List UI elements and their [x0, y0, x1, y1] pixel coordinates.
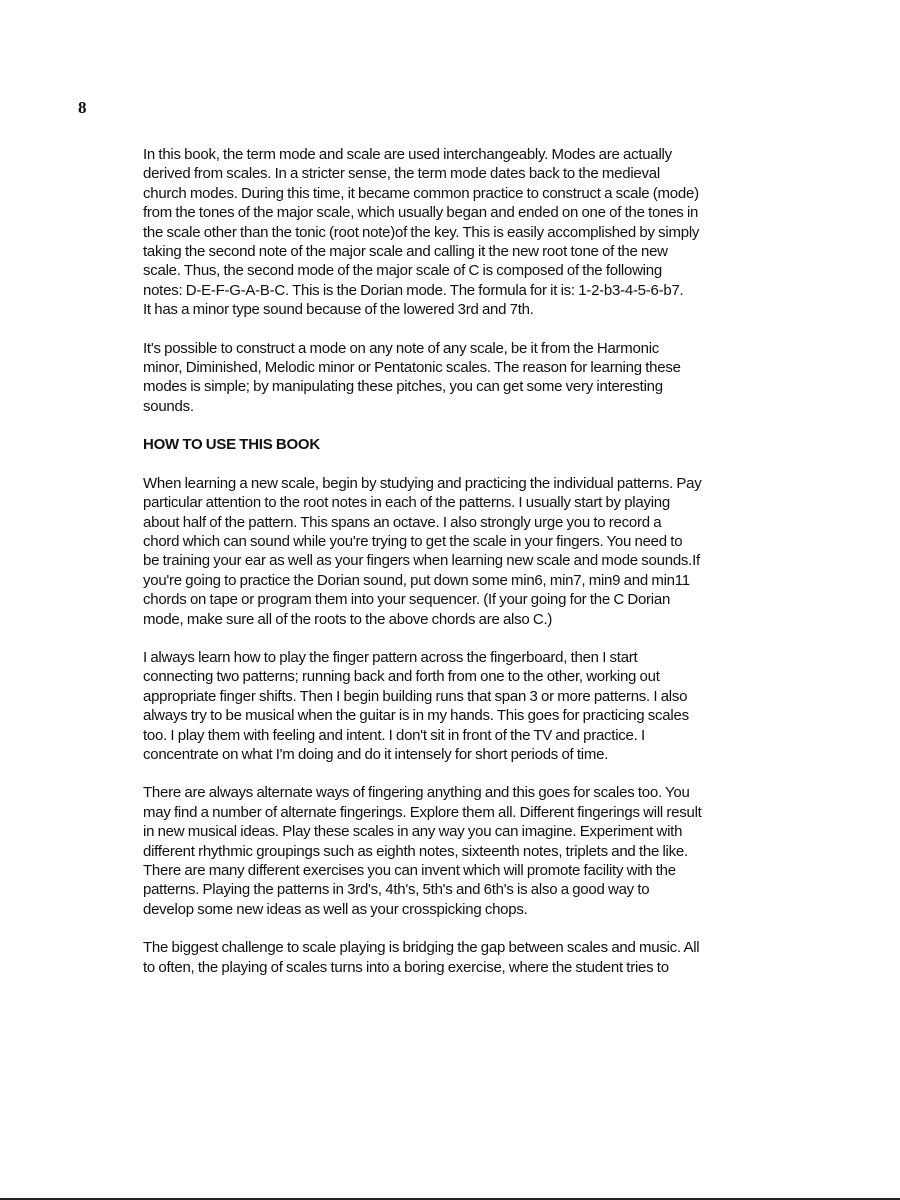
- text-line: When learning a new scale, begin by studying and practicing the individual patterns. Pay: [143, 474, 702, 492]
- text-line: develop some new ideas as well as your crosspicking chops.: [143, 900, 528, 918]
- text-line: about half of the pattern. This spans an octave. I also strongly urge you to record a: [143, 513, 662, 531]
- text-line: It has a minor type sound because of the lowered 3rd and 7th.: [143, 301, 534, 319]
- intro-section: [143, 145, 805, 416]
- text-line: It's possible to construct a mode on any note of any scale, be it from the Harmonic: [143, 339, 660, 357]
- text-line: may find a number of alternate fingerings. Explore them all. Different fingerings will result: [143, 803, 702, 821]
- text-line: sounds.: [143, 397, 194, 415]
- text-line: you're going to practice the Dorian sound, put down some min6, min7, min9 and min11: [143, 571, 690, 589]
- text-line: There are many different exercises you can invent which will promote facility with the: [143, 862, 676, 879]
- text-line: the scale other than the tonic (root note)of the key. This is easily accomplished by simply: [143, 223, 700, 241]
- paragraph: [143, 648, 805, 764]
- text-line: connecting two patterns; running back and forth from one to the other, working out: [143, 668, 660, 686]
- text-line: I always learn how to play the finger pattern across the fingerboard, then I start: [143, 648, 638, 666]
- text-line: taking the second note of the major scale and calling it the new root tone of the new: [143, 243, 668, 261]
- text-line: modes is simple; by manipulating these pitches, you can get some very interesting: [143, 378, 663, 396]
- text-line: scale. Thus, the second mode of the major scale of C is composed of the following: [143, 262, 662, 280]
- text-line: In this book, the term mode and scale are used interchangeably. Modes are actually: [143, 146, 672, 163]
- text-line: notes: D-E-F-G-A-B-C. This is the Dorian mode. The formula for it is: 1-2-b3-4-5-6-b7.: [143, 281, 684, 299]
- paragraph: [143, 339, 805, 417]
- paragraph: [143, 938, 805, 977]
- text-line: derived from scales. In a stricter sense, the term mode dates back to the medieval: [143, 165, 660, 183]
- text-line: minor, Diminished, Melodic minor or Pentatonic scales. The reason for learning these: [143, 359, 681, 377]
- how-to-use-section: [143, 474, 805, 977]
- text-line: There are always alternate ways of fingering anything and this goes for scales too. You: [143, 784, 690, 802]
- text-line: be training your ear as well as your fingers when learning new scale and mode sounds.If: [143, 552, 700, 570]
- body-text: [143, 145, 805, 996]
- text-line: patterns. Playing the patterns in 3rd's, 4th's, 5th's and 6th's is also a good way to: [143, 881, 650, 899]
- text-line: chords on tape or program them into your sequencer. (If your going for the C Dorian: [143, 591, 671, 609]
- paragraph: [143, 783, 805, 919]
- text-line: too. I play them with feeling and intent. I don't sit in front of the TV and practice. I: [143, 726, 645, 744]
- paragraph: [143, 145, 805, 320]
- page-number: 8: [78, 98, 87, 117]
- text-line: to often, the playing of scales turns into a boring exercise, where the student tries to: [143, 958, 669, 976]
- text-line: The biggest challenge to scale playing is bridging the gap between scales and music. All: [143, 939, 700, 957]
- text-line: chord which can sound while you're trying to get the scale in your fingers. You need to: [143, 532, 683, 550]
- text-line: particular attention to the root notes in each of the patterns. I usually start by playing: [143, 494, 670, 512]
- text-line: church modes. During this time, it became common practice to construct a scale (mode): [143, 184, 699, 202]
- text-line: always try to be musical when the guitar is in my hands. This goes for practicing scales: [143, 707, 689, 725]
- text-line: in new musical ideas. Play these scales in any way you can imagine. Experiment with: [143, 823, 683, 841]
- section-heading: HOW TO USE THIS BOOK: [143, 436, 320, 454]
- text-line: concentrate on what I'm doing and do it intensely for short periods of time.: [143, 745, 609, 763]
- paragraph: [143, 474, 805, 629]
- text-line: different rhythmic groupings such as eighth notes, sixteenth notes, triplets and the like.: [143, 842, 688, 860]
- text-line: appropriate finger shifts. Then I begin building runs that span 3 or more patterns. I also: [143, 687, 688, 705]
- text-line: from the tones of the major scale, which usually began and ended on one of the tones in: [143, 204, 699, 222]
- text-line: mode, make sure all of the roots to the above chords are also C.): [143, 610, 553, 628]
